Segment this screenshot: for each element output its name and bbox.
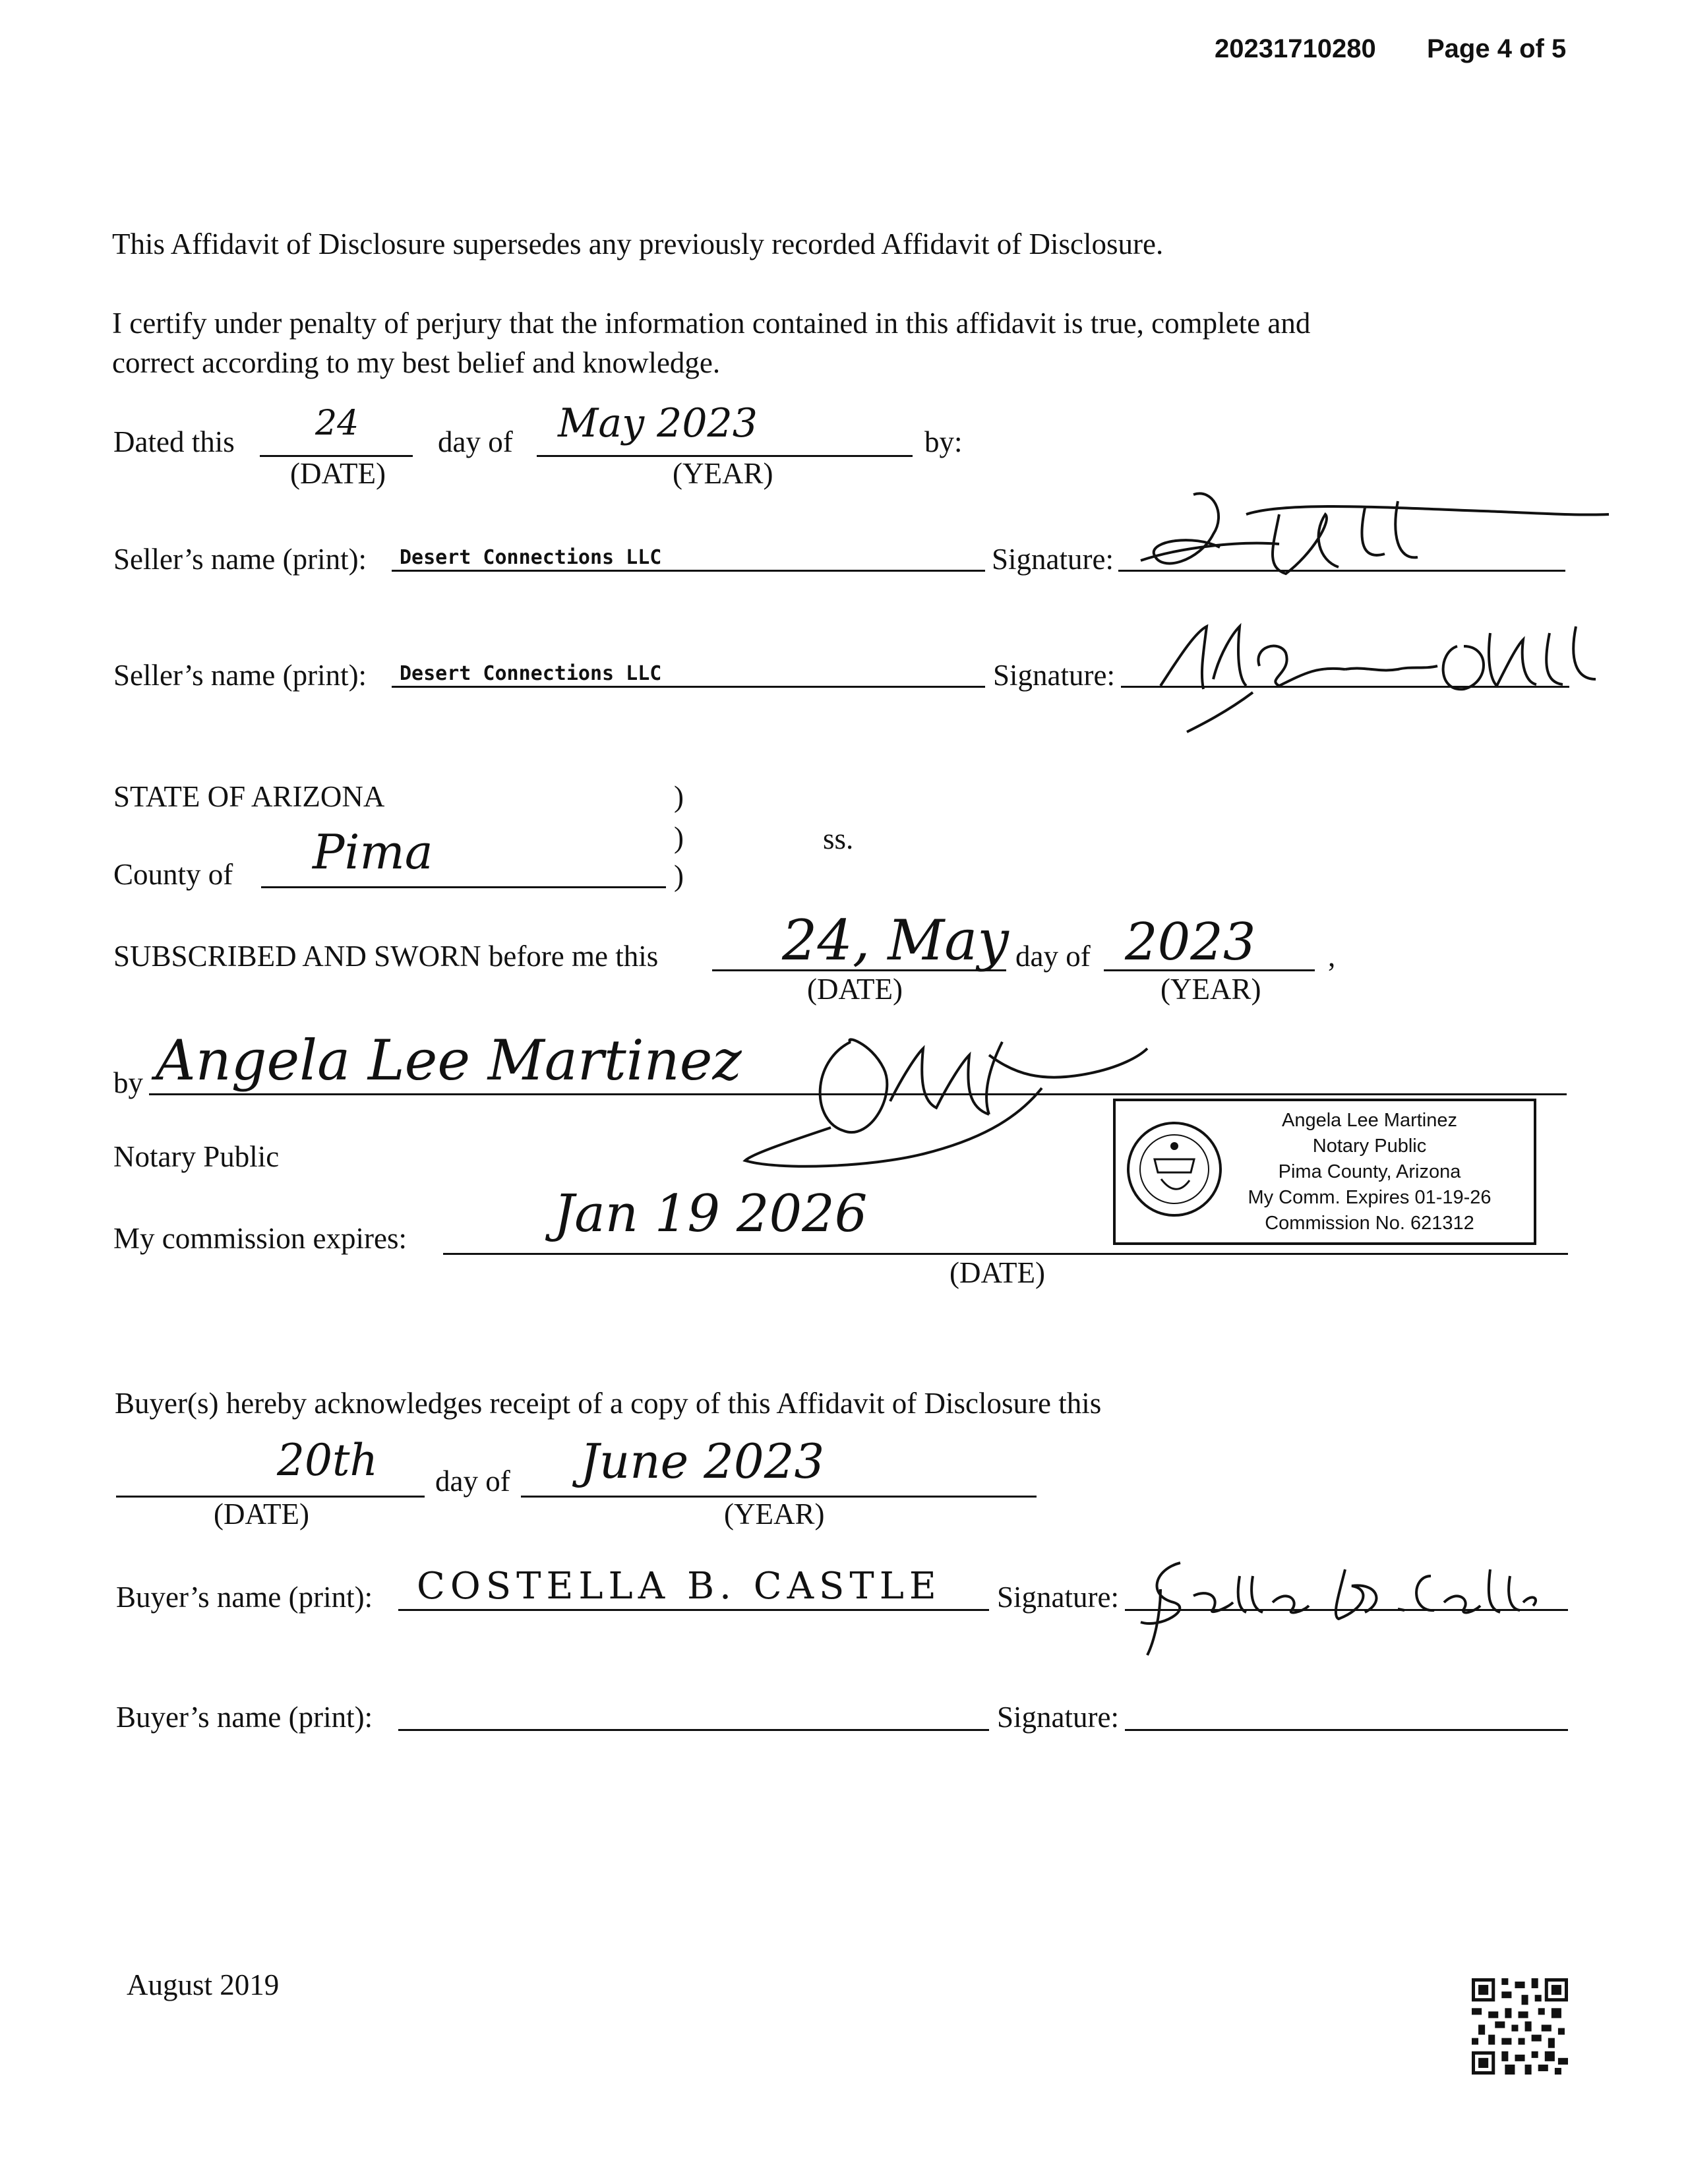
dated-date-caption: (DATE) xyxy=(290,457,386,490)
notary-stamp xyxy=(1113,1099,1536,1245)
seller-1-signature xyxy=(1114,475,1615,587)
county-label: County of xyxy=(113,858,233,891)
qr-code-icon xyxy=(1472,1978,1568,2075)
subscribed-date-handwritten: 24, May xyxy=(782,908,1009,973)
subscribed-label: SUBSCRIBED AND SWORN before me this xyxy=(113,940,659,973)
buyer-date-caption: (DATE) xyxy=(214,1498,309,1531)
buyer-ack-statement: Buyer(s) hereby acknowledges receipt of a copy of this Affidavit of Disclosure this xyxy=(115,1387,1102,1420)
stamp-line-commission: Commission No. 621312 xyxy=(1265,1213,1474,1234)
paren-2: ) xyxy=(674,821,684,854)
subscribed-year-handwritten: 2023 xyxy=(1125,913,1256,972)
stamp-line-expires: My Comm. Expires 01-19-26 xyxy=(1248,1187,1492,1208)
buyer-1-signature-label: Signature: xyxy=(997,1581,1119,1614)
buyer-day-of-label: day of xyxy=(435,1465,510,1498)
county-line xyxy=(261,886,666,888)
certify-statement-line2: correct according to my best belief and knowledge. xyxy=(112,346,721,379)
buyer-2-signature-line xyxy=(1125,1729,1568,1731)
seller-1-name-line xyxy=(392,570,985,572)
seller-2-name-line xyxy=(392,686,985,688)
subscribed-comma: , xyxy=(1328,940,1336,973)
buyer-1-name-label: Buyer’s name (print): xyxy=(116,1581,373,1614)
buyer-date-handwritten: 20th xyxy=(277,1435,378,1486)
dated-by-label: by: xyxy=(924,425,963,458)
commission-line xyxy=(443,1253,1568,1255)
commission-date-caption: (DATE) xyxy=(950,1256,1045,1289)
seller-2-signature-label: Signature: xyxy=(993,659,1115,692)
seller-2-signature xyxy=(1147,607,1622,739)
ss-label: ss. xyxy=(823,822,854,855)
county-handwritten: Pima xyxy=(313,824,433,880)
paren-1: ) xyxy=(674,780,684,813)
subscribed-date-caption: (DATE) xyxy=(807,973,903,1006)
commission-label: My commission expires: xyxy=(113,1222,407,1255)
buyer-1-name-line xyxy=(398,1609,989,1611)
state-label: STATE OF ARIZONA xyxy=(113,780,385,813)
seller-1-name-label: Seller’s name (print): xyxy=(113,543,367,576)
notary-by-label: by xyxy=(113,1066,143,1099)
stamp-line-county: Pima County, Arizona xyxy=(1278,1161,1461,1182)
seller-2-name-value: Desert Connections LLC xyxy=(400,662,662,685)
document-number: 20231710280 xyxy=(1215,34,1376,63)
buyer-2-name-line xyxy=(398,1729,989,1731)
subscribed-day-of-label: day of xyxy=(1015,940,1091,973)
stamp-line-title: Notary Public xyxy=(1312,1136,1427,1157)
paren-3: ) xyxy=(674,859,684,892)
supersede-statement: This Affidavit of Disclosure supersedes any previously recorded Affidavit of Disclosure. xyxy=(112,228,1164,260)
notary-seal-icon xyxy=(1125,1120,1224,1219)
commission-handwritten: Jan 19 2026 xyxy=(554,1184,868,1244)
dated-date-handwritten: 24 xyxy=(315,404,359,443)
dated-year-caption: (YEAR) xyxy=(673,457,773,490)
buyer-2-name-label: Buyer’s name (print): xyxy=(116,1701,373,1734)
dated-this-label: Dated this xyxy=(113,425,235,458)
seller-1-signature-label: Signature: xyxy=(992,543,1114,576)
certify-statement-line1: I certify under penalty of perjury that the information contained in this affidavit is true, complete and xyxy=(112,307,1311,340)
footer-date: August 2019 xyxy=(127,1968,280,2001)
buyer-2-signature-label: Signature: xyxy=(997,1701,1119,1734)
notary-signature xyxy=(738,1016,1160,1174)
dated-year-handwritten: May 2023 xyxy=(558,400,758,446)
buyer-year-caption: (YEAR) xyxy=(724,1498,825,1531)
seller-2-name-label: Seller’s name (print): xyxy=(113,659,367,692)
subscribed-year-caption: (YEAR) xyxy=(1160,973,1261,1006)
stamp-line-name: Angela Lee Martinez xyxy=(1282,1110,1457,1131)
page-indicator: Page 4 of 5 xyxy=(1427,34,1567,63)
buyer-year-handwritten: June 2023 xyxy=(580,1434,825,1489)
notary-name-handwritten: Angela Lee Martinez xyxy=(156,1028,742,1093)
buyer-1-name-handwritten: COSTELLA B. CASTLE xyxy=(417,1565,942,1608)
seller-1-name-value: Desert Connections LLC xyxy=(400,546,662,569)
buyer-1-signature xyxy=(1121,1550,1543,1662)
notary-public-label: Notary Public xyxy=(113,1140,280,1173)
dated-day-of-label: day of xyxy=(438,425,513,458)
